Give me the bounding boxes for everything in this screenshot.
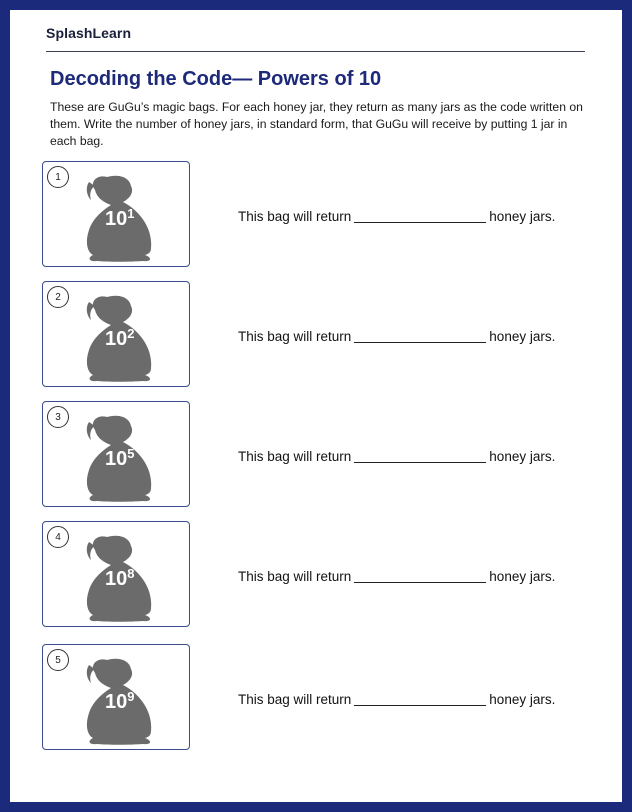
answer-blank-1[interactable] <box>354 208 486 223</box>
answer-blank-5[interactable] <box>354 691 486 706</box>
problem-number: 2 <box>47 286 69 308</box>
problem-card-4 <box>42 521 190 627</box>
power-of-ten-label: $10^5$ <box>105 446 135 470</box>
brand-logo: SplashLearn <box>46 25 132 41</box>
answer-blank-4[interactable] <box>354 568 486 583</box>
power-of-ten-label: $10^2$ <box>105 326 135 350</box>
power-of-ten-label: $10^8$ <box>105 566 135 590</box>
answer-blank-2[interactable] <box>354 328 486 343</box>
answer-sentence-1: This bag will return honey jars. <box>238 209 556 224</box>
problem-number: 4 <box>47 526 69 548</box>
answer-sentence-3: This bag will return honey jars. <box>238 449 556 464</box>
problem-card-3 <box>42 401 190 507</box>
answer-sentence-5: This bag will return honey jars. <box>238 692 556 707</box>
problem-number: 1 <box>47 166 69 188</box>
problem-card-2 <box>42 281 190 387</box>
instructions: These are GuGu’s magic bags. For each honey jar, they return as many jars as the code written on them. Write the number of honey jars, in standard form, that GuGu will receive by putting 1 jar in each bag. <box>50 100 583 148</box>
answer-sentence-4: This bag will return honey jars. <box>238 569 556 584</box>
answer-blank-3[interactable] <box>354 448 486 463</box>
problem-card-1 <box>42 161 190 267</box>
header-divider <box>46 51 585 52</box>
page-title: Decoding the Code— Powers of 10 <box>50 68 382 90</box>
problem-number: 3 <box>47 406 69 428</box>
power-of-ten-label: $10^9$ <box>105 689 135 713</box>
answer-sentence-2: This bag will return honey jars. <box>238 329 556 344</box>
problem-number: 5 <box>47 649 69 671</box>
worksheet-page <box>10 10 622 802</box>
power-of-ten-label: $10^1$ <box>105 206 135 230</box>
problem-card-5 <box>42 644 190 750</box>
